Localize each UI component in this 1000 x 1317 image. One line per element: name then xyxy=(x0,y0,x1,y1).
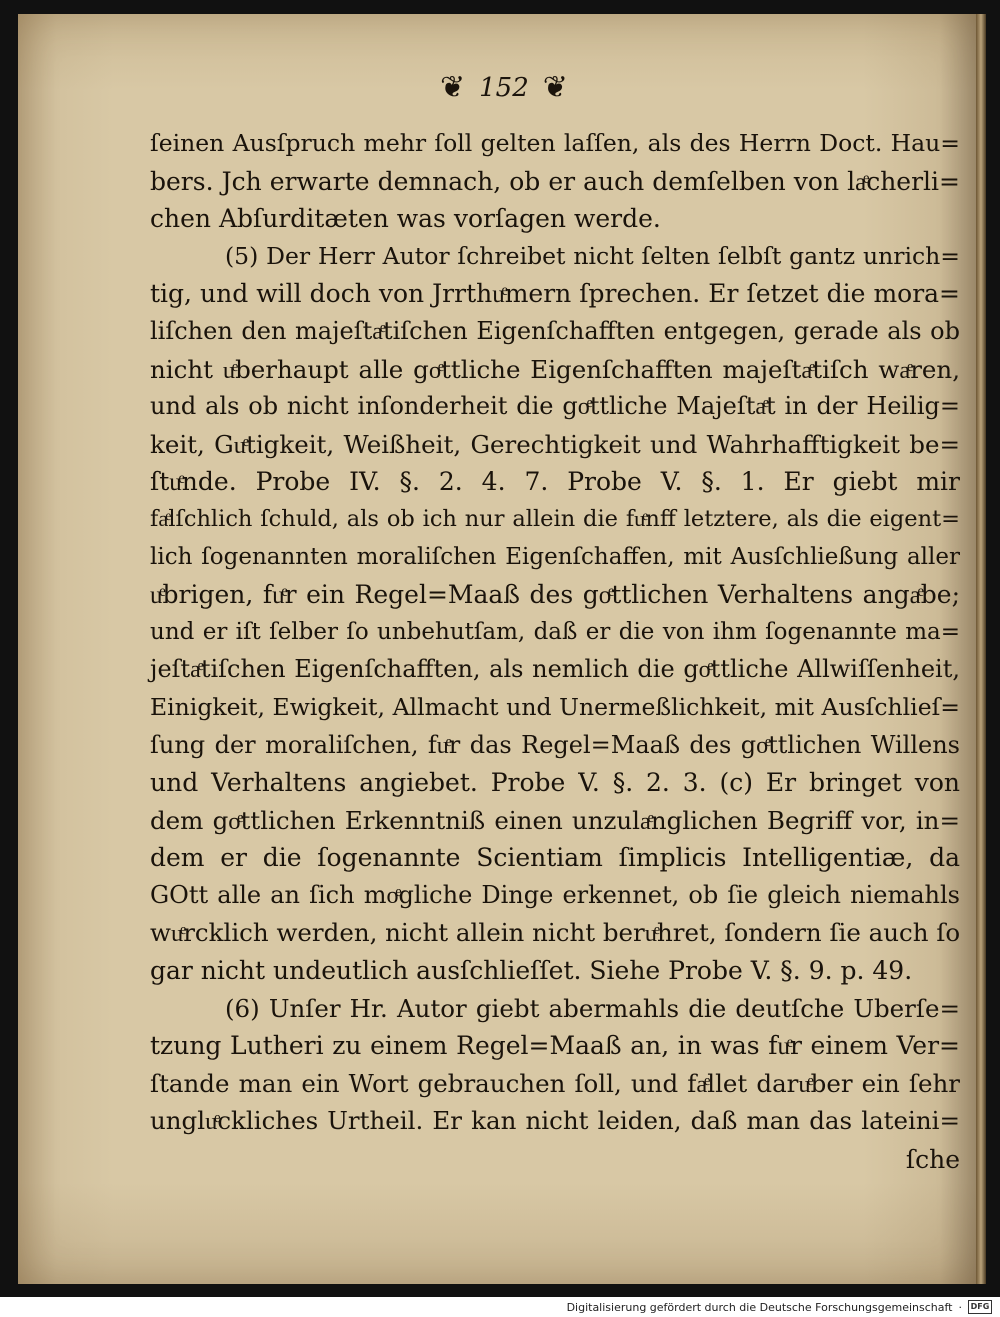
text-line-2: bers. Jch erwarte demnach, ob er auch demſelben von laͤcherli= xyxy=(150,166,960,196)
text-line-26: ſtande man ein Wort gebrauchen ſoll, und faͤllet daruͤber ein ſehr xyxy=(150,1068,960,1098)
text-line-3: chen Abſurditæten was vorſagen werde. xyxy=(150,204,661,234)
text-line-27: ungluͤckliches Urtheil. Er kan nicht leiden, daß man das lateini= xyxy=(150,1106,960,1136)
ornament-right-icon: ❦ xyxy=(542,70,568,105)
text-line-18: und Verhaltens angiebet. Probe V. §. 2. 3. (c) Er bringet von xyxy=(150,768,960,798)
text-line-7: nicht uͤberhaupt alle goͤttliche Eigenſchafften majeſtaͤtiſch waͤren, xyxy=(150,354,960,384)
ornament-left-icon: ❦ xyxy=(440,70,466,105)
text-line-16: Einigkeit, Ewigkeit, Allmacht und Unermeßlichkeit, mit Ausſchlieſ= xyxy=(150,692,960,721)
text-line-22: wuͤrcklich werden, nicht allein nicht beruͤhret, ſondern ſie auch ſo xyxy=(150,918,961,948)
page-header xyxy=(440,68,680,108)
text-line-24: (6) Unſer Hr. Autor giebt abermahls die deutſche Uberſe= xyxy=(225,993,960,1023)
text-line-13: uͤbrigen, fuͤr ein Regel=Maaß des goͤttlichen Verhaltens angaͤbe; xyxy=(150,580,960,610)
text-line-9: keit, Guͤtigkeit, Weißheit, Gerechtigkeit und Wahrhafftigkeit be= xyxy=(150,429,960,459)
text-line-20: dem er die ſogenannte Scientiam ſimplicis Intelligentiæ, da xyxy=(150,843,960,873)
text-line-12: lich ſogenannten moraliſchen Eigenſchaffen, mit Ausſchließung aller xyxy=(150,543,960,570)
page-number: 152 xyxy=(479,73,529,103)
text-line-4: (5) Der Herr Autor ſchreibet nicht ſelten ſelbſt gantz unrich= xyxy=(225,241,960,270)
body-text xyxy=(150,125,960,1180)
catchword: ſche xyxy=(905,1145,960,1175)
text-line-8: und als ob nicht inſonderheit die goͤttliche Majeſtaͤt in der Heilig= xyxy=(150,392,960,421)
text-line-14: und er iſt ſelber ſo unbehutſam, daß er die von ihm ſogenannte ma= xyxy=(150,618,960,645)
text-line-6: liſchen den majeſtaͤtiſchen Eigenſchafften entgegen, gerade als ob xyxy=(150,316,960,345)
text-line-23: gar nicht undeutlich ausſchlieſſet. Siehe Probe V. §. 9. p. 49. xyxy=(150,956,913,986)
text-line-5: tig, und will doch von Jrrthuͤmern ſprechen. Er ſetzet die mora= xyxy=(150,279,960,309)
page-edge xyxy=(976,14,986,1284)
text-line-1: ſeinen Ausſpruch mehr ſoll gelten laſſen, als des Herrn Doct. Hau= xyxy=(150,129,960,157)
text-line-15: jeſtaͤtiſchen Eigenſchafften, als nemlich die goͤttliche Allwiſſenheit, xyxy=(150,655,960,684)
text-line-10: ſtuͤnde. Probe IV. §. 2. 4. 7. Probe V. §. 1. Er giebt mir xyxy=(150,467,960,497)
text-line-19: dem goͤttlichen Erkenntniß einen unzulaͤnglichen Begriff vor, in= xyxy=(150,805,960,835)
dfg-logo-icon[interactable]: DFG xyxy=(968,1300,992,1314)
text-line-25: tzung Lutheri zu einem Regel=Maaß an, in was fuͤr einem Ver= xyxy=(150,1031,960,1061)
text-line-11: faͤlſchlich ſchuld, als ob ich nur allein die fuͤnff letztere, als die eigent= xyxy=(150,505,960,532)
digitization-footer xyxy=(0,1297,1000,1317)
footer-text: Digitalisierung gefördert durch die Deutsche Forschungsgemeinschaft xyxy=(566,1300,953,1314)
footer-separator: · xyxy=(958,1300,962,1314)
text-line-17: ſung der moraliſchen, fuͤr das Regel=Maaß des goͤttlichen Willens xyxy=(150,730,960,759)
text-line-21: GOtt alle an ſich moͤgliche Dinge erkennet, ob ſie gleich niemahls xyxy=(150,880,960,909)
